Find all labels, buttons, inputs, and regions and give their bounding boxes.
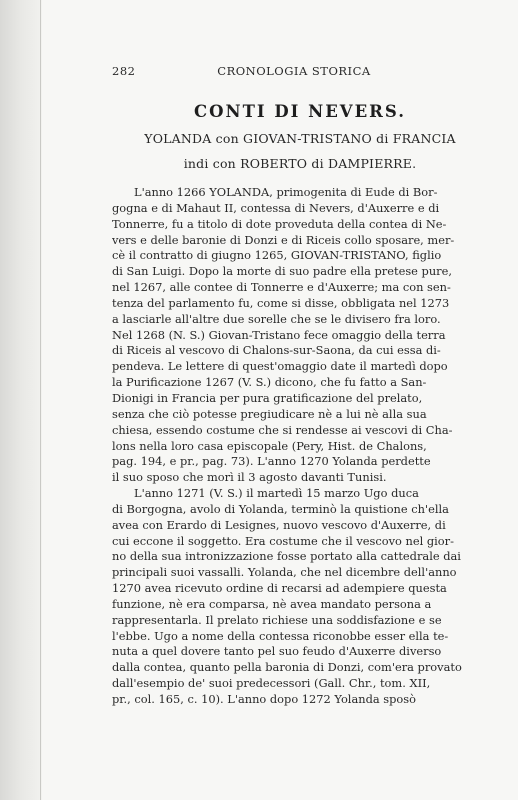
text-line: pendeva. Le lettere di quest'omaggio date il martedì dopo	[112, 359, 448, 374]
text-line: rappresentarla. Il prelato richiese una soddisfazione e se	[112, 612, 442, 627]
text-line: principali suoi vassalli. Yolanda, che nel dicembre dell'anno	[112, 565, 457, 580]
text-line: nel 1267, alle contee di Tonnerre e d'Auxerre; ma con sen-	[112, 280, 451, 295]
paragraph-2	[112, 486, 488, 708]
text-line: no della sua intronizzazione fosse portato alla cattedrale dai	[112, 549, 461, 564]
text-line: l'ebbe. Ugo a nome della contessa riconobbe esser ella te-	[112, 628, 449, 643]
running-header	[112, 64, 488, 78]
text-line: di Riceis al vescovo di Chalons-sur-Saona, da cui essa di-	[112, 343, 441, 358]
text-line: lons nella loro casa episcopale (Pery, Hist. de Chalons,	[112, 438, 427, 453]
text-line: avea con Erardo di Lesignes, nuovo vescovo d'Auxerre, di	[112, 517, 446, 532]
text-line: dall'esempio de' suoi predecessori (Gall. Chr., tom. XII,	[112, 676, 431, 691]
text-line: a lasciarle all'altre due sorelle che se le divisero fra loro.	[112, 311, 441, 326]
paragraph-1	[112, 185, 488, 486]
text-line: Tonnerre, fu a titolo di dote proveduta della contea di Ne-	[112, 216, 447, 231]
page-binding-shadow	[0, 0, 42, 800]
page-edge-line	[40, 0, 41, 800]
text-line: il suo sposo che morì il 3 agosto davanti Tunisi.	[112, 470, 387, 485]
text-line: senza che ciò potesse pregiudicare nè a lui nè alla sua	[112, 406, 427, 421]
text-line: 1270 avea ricevuto ordine di recarsi ad adempiere questa	[112, 581, 447, 596]
text-line: dalla contea, quanto pella baronia di Donzi, com'era provato	[112, 660, 462, 675]
text-line: tenza del parlamento fu, come si disse, obbligata nel 1273	[112, 295, 450, 310]
body-text	[112, 185, 488, 708]
text-line: L'anno 1271 (V. S.) il martedì 15 marzo Ugo duca	[134, 486, 419, 501]
text-line: gogna e di Mahaut II, contessa di Nevers, d'Auxerre e di	[112, 200, 440, 215]
book-page	[112, 58, 488, 708]
section-subtitle-1: YOLANDA con GIOVAN-TRISTANO di FRANCIA	[144, 131, 456, 146]
section-subtitle-2: indi con ROBERTO di DAMPIERRE.	[183, 156, 417, 171]
section-title: CONTI DI NEVERS.	[194, 102, 406, 121]
running-title: CRONOLOGIA STORICA	[217, 64, 371, 78]
text-line: funzione, nè era comparsa, nè avea mandato persona a	[112, 596, 432, 611]
text-line: cui eccone il soggetto. Era costume che il vescovo nel gior-	[112, 533, 454, 548]
text-line: la Purificazione 1267 (V. S.) dicono, che fu fatto a San-	[112, 375, 427, 390]
text-line: pag. 194, e pr., pag. 73). L'anno 1270 Yolanda perdette	[112, 454, 431, 469]
text-line: di San Luigi. Dopo la morte di suo padre ella pretese pure,	[112, 264, 452, 279]
text-line: vers e delle baronie di Donzi e di Riceis collo sposare, mer-	[112, 232, 455, 247]
text-line: Dionigi in Francia per pura gratificazione del prelato,	[112, 390, 423, 405]
text-line: chiesa, essendo costume che si rendesse ai vescovi di Cha-	[112, 422, 453, 437]
text-line: pr., col. 165, c. 10). L'anno dopo 1272 Yolanda sposò	[112, 692, 416, 706]
page-number: 282	[112, 64, 136, 78]
text-line: cè il contratto di giugno 1265, GIOVAN-TRISTANO, figlio	[112, 248, 442, 263]
text-line: nuta a quel dovere tanto pel suo feudo d'Auxerre diverso	[112, 644, 442, 659]
text-line: Nel 1268 (N. S.) Giovan-Tristano fece omaggio della terra	[112, 327, 446, 342]
text-line: L'anno 1266 YOLANDA, primogenita di Eude di Bor-	[134, 185, 438, 199]
text-line: di Borgogna, avolo di Yolanda, terminò la quistione ch'ella	[112, 501, 449, 516]
